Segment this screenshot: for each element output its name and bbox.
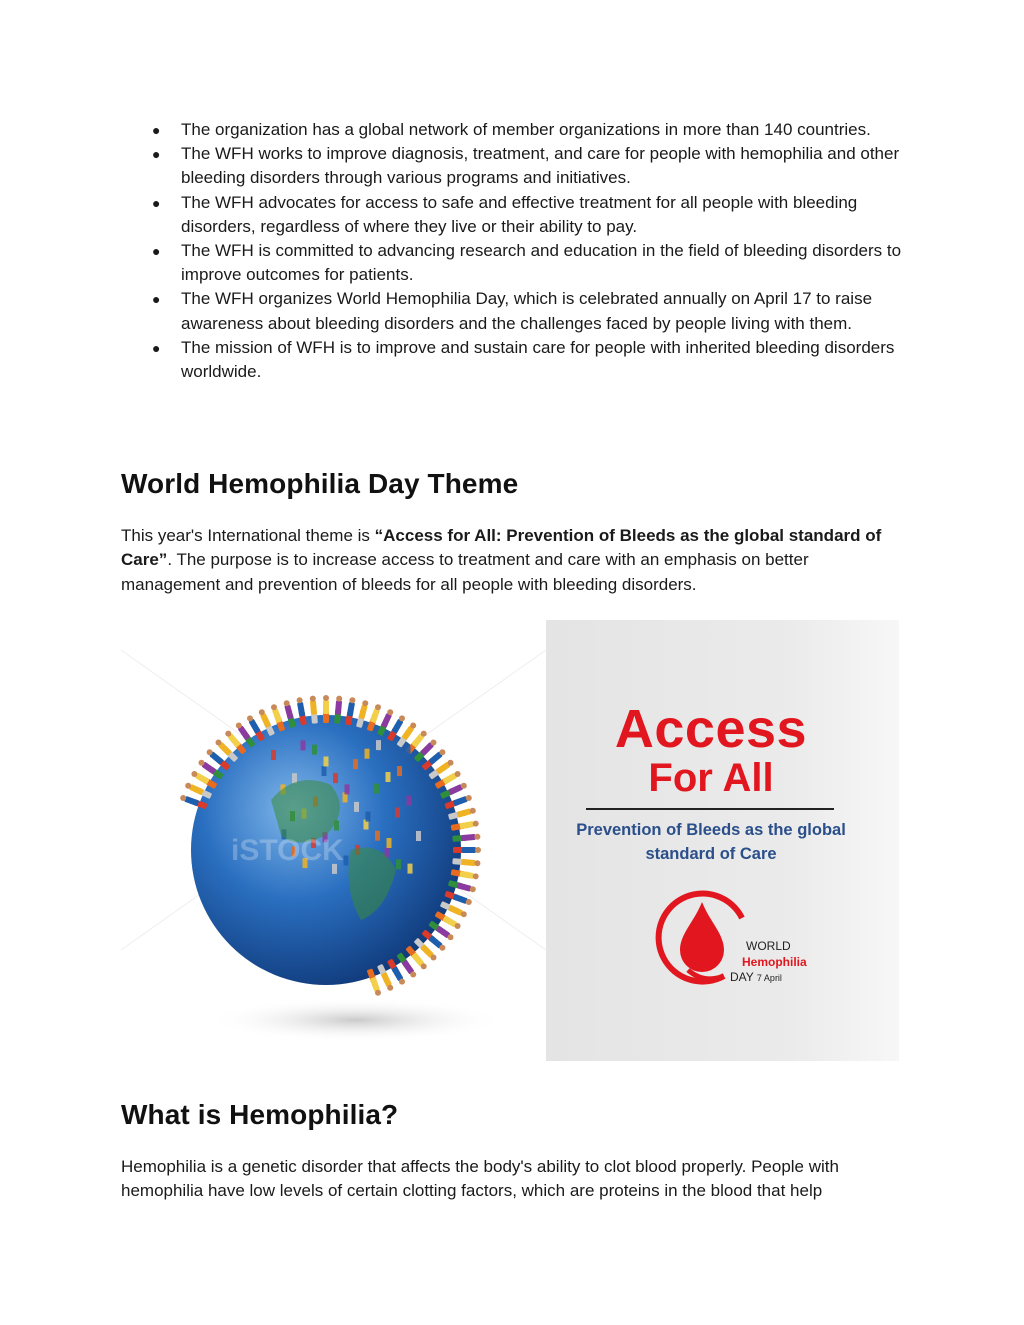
poster-subtitle-line1: Prevention of Bleeds as the global xyxy=(576,821,846,839)
poster-divider xyxy=(586,808,834,810)
list-item: ● The WFH advocates for access to safe and effective treatment for all people with bleeding disorders, regardless of where they live or their ability to pay. xyxy=(152,192,858,236)
list-item: ● The mission of WFH is to improve and sustain care for people with inherited bleeding disorders worldwide. xyxy=(152,337,895,382)
theme-poster xyxy=(546,620,899,1061)
poster-title-access: Access xyxy=(614,699,808,759)
bullet-icon: ● xyxy=(152,339,161,356)
bullet-icon: ● xyxy=(152,146,161,163)
bullet-icon: ● xyxy=(152,194,161,211)
logo-hemophilia-text: Hemophilia xyxy=(742,955,807,969)
bullet-icon: ● xyxy=(152,122,161,138)
theme-paragraph: This year's International theme is “Access for All: Prevention of Bleeds as the global standard of Care”. The purpose is to increase access to treatment and care with an emphasis on better management and prevention of bleeds for all people with bleeding disorders. xyxy=(121,526,882,594)
globe-people-icon xyxy=(121,620,546,1061)
hemophilia-paragraph: Hemophilia is a genetic disorder that affects the body's ability to clot blood properly. People with hemophilia have low levels of certain clotting factors, which are proteins in the blood that help xyxy=(121,1157,839,1201)
section-heading-what-is: What is Hemophilia? xyxy=(121,1099,399,1130)
theme-bold-text: “Access for All: Prevention of Bleeds as the global standard of Care” xyxy=(121,526,882,570)
list-item: ● The organization has a global network of member organizations in more than 140 countries. xyxy=(121,118,911,142)
access-for-all-figure xyxy=(121,620,899,1061)
list-item: ● The WFH is committed to advancing research and education in the field of bleeding disorders to improve outcomes for patients. xyxy=(152,241,902,285)
watermark-icon: iSTOCK xyxy=(231,834,344,867)
bullet-icon: ● xyxy=(152,291,161,308)
bullet-list xyxy=(121,118,911,384)
section-heading-theme: World Hemophilia Day Theme xyxy=(121,468,519,499)
globe-image xyxy=(121,620,546,1061)
logo-world-text: WORLD xyxy=(746,939,791,953)
list-item: ● The WFH works to improve diagnosis, treatment, and care for people with hemophilia and other bleeding disorders through various programs and initiatives. xyxy=(152,144,900,188)
poster-title-for-all: For All xyxy=(648,756,774,800)
bullet-icon: ● xyxy=(152,243,161,260)
poster-subtitle-line2: standard of Care xyxy=(645,845,777,863)
list-item: ● The WFH organizes World Hemophilia Day, which is celebrated annually on April 17 to raise awareness about bleeding disorders and the challenges faced by people living with them. xyxy=(152,289,873,333)
logo-day-text: DAY 7 April xyxy=(730,970,782,984)
